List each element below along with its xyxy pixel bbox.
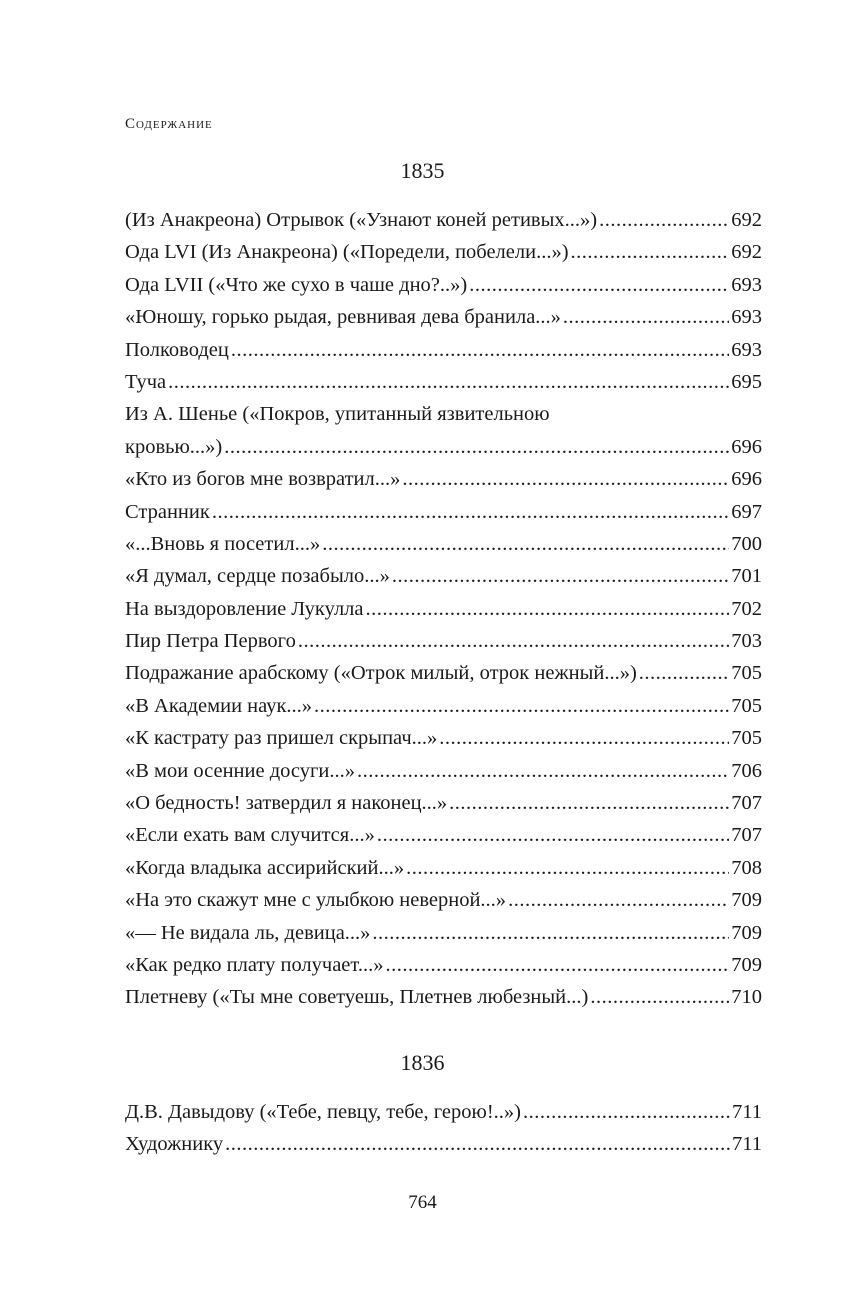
dot-leader: [392, 560, 729, 592]
section-year-heading: 1835: [400, 158, 445, 183]
toc-entry[interactable]: [125, 625, 762, 657]
entry-title: «— Не видала ль, девица...»: [125, 921, 371, 944]
entry-page: 705: [731, 662, 762, 685]
running-head: Содержание: [125, 116, 213, 132]
entry-title: «В мои осенние досуги...»: [125, 759, 355, 782]
dot-leader: [385, 949, 729, 981]
toc-entry[interactable]: [125, 949, 762, 981]
page-number: 764: [408, 1192, 437, 1213]
entry-page: 710: [731, 986, 762, 1009]
entry-page: 708: [731, 856, 762, 879]
dot-leader: [231, 334, 729, 366]
toc-entry[interactable]: [125, 204, 762, 236]
toc-entry[interactable]: [125, 269, 762, 301]
dot-leader: [402, 463, 729, 495]
toc-entry[interactable]: [125, 528, 762, 560]
entry-page: 707: [731, 792, 762, 815]
entry-title: «Если ехать вам случится...»: [125, 824, 375, 847]
entry-title: Подражание арабскому («Отрок милый, отрок нежный...»): [125, 662, 637, 685]
entry-title-first-line: Из А. Шенье («Покров, упитанный язвительною: [125, 403, 550, 426]
toc-entry[interactable]: [125, 787, 762, 819]
toc-entry[interactable]: [125, 852, 762, 884]
entry-page: 707: [731, 824, 762, 847]
toc-list-1835: [125, 204, 762, 1014]
entry-title: «Кто из богов мне возвратил...»: [125, 468, 401, 491]
entry-page: 696: [731, 468, 762, 491]
dot-leader: [372, 917, 729, 949]
dot-leader: [599, 204, 729, 236]
entry-page: 703: [731, 630, 762, 653]
entry-title: «На это скажут мне с улыбкою неверной...»: [125, 889, 507, 912]
toc-entry[interactable]: [125, 301, 762, 333]
entry-title: Плетневу («Ты мне советуешь, Плетнев любезный...): [125, 986, 589, 1009]
dot-leader: [590, 981, 729, 1013]
dot-leader: [225, 1128, 730, 1160]
toc-entry[interactable]: [125, 884, 762, 916]
toc-entry[interactable]: [125, 917, 762, 949]
toc-entry[interactable]: [125, 334, 762, 366]
toc-entry[interactable]: [125, 463, 762, 495]
dot-leader: [406, 852, 729, 884]
entry-page: 705: [731, 727, 762, 750]
dot-leader: [508, 884, 729, 916]
dot-leader: [523, 1096, 730, 1128]
entry-title: «Я думал, сердце позабыло...»: [125, 565, 390, 588]
entry-page: 702: [731, 597, 762, 620]
entry-title: Д.В. Давыдову («Тебе, певцу, тебе, герою!..»): [125, 1101, 521, 1123]
entry-title: кровью...»): [125, 435, 223, 458]
entry-page: 706: [731, 759, 762, 782]
toc-list-1836: [125, 1096, 762, 1161]
entry-page: 692: [731, 241, 762, 264]
entry-page: 692: [731, 209, 762, 231]
entry-page: 709: [731, 953, 762, 976]
dot-leader: [322, 528, 729, 560]
entry-title: (Из Анакреона) Отрывок («Узнают коней ретивых...»): [125, 209, 598, 231]
entry-page: 711: [732, 1101, 762, 1123]
dot-leader: [357, 755, 729, 787]
dot-leader: [449, 787, 729, 819]
entry-title: Художнику: [125, 1133, 224, 1156]
dot-leader: [377, 819, 729, 851]
entry-title: «В Академии наук...»: [125, 694, 313, 717]
entry-title: Ода LVII («Что же сухо в чаше дно?..»): [125, 273, 468, 296]
entry-title: На выздоровление Лукулла: [125, 597, 364, 620]
entry-title: Туча: [125, 370, 167, 393]
entry-page: 693: [731, 338, 762, 361]
entry-page: 693: [731, 306, 762, 329]
entry-title: «...Вновь я посетил...»: [125, 532, 321, 555]
entry-page: 709: [731, 889, 762, 912]
dot-leader: [563, 301, 729, 333]
entry-page: 700: [731, 532, 762, 555]
dot-leader: [224, 431, 729, 463]
dot-leader: [571, 236, 730, 268]
dot-leader: [168, 366, 729, 398]
entry-page: 693: [731, 273, 762, 296]
dot-leader: [314, 690, 729, 722]
dot-leader: [639, 657, 729, 689]
toc-entry[interactable]: [125, 755, 762, 787]
entry-title: «Как редко плату получает...»: [125, 953, 384, 976]
entry-page: 701: [731, 565, 762, 588]
toc-entry[interactable]: [125, 1096, 762, 1128]
entry-title: Пир Петра Первого: [125, 630, 296, 653]
toc-entry[interactable]: [125, 431, 762, 463]
toc-entry[interactable]: [125, 593, 762, 625]
entry-page: 705: [731, 694, 762, 717]
dot-leader: [439, 722, 729, 754]
entry-page: 696: [731, 435, 762, 458]
dot-leader: [469, 269, 729, 301]
entry-page: 695: [731, 370, 762, 393]
section-year-heading: 1836: [400, 1050, 445, 1075]
entry-title: «О бедность! затвердил я наконец...»: [125, 792, 448, 815]
toc-entry[interactable]: [125, 722, 762, 754]
toc-entry[interactable]: [125, 496, 762, 528]
entry-title: Странник: [125, 500, 210, 523]
entry-page: 711: [732, 1133, 762, 1156]
toc-entry[interactable]: [125, 560, 762, 592]
toc-entry[interactable]: [125, 819, 762, 851]
entry-title: Ода LVI (Из Анакреона) («Поредели, побелели...»): [125, 241, 569, 264]
entry-title: «К кастрату раз пришел скрыпач...»: [125, 727, 438, 750]
toc-entry[interactable]: [125, 236, 762, 268]
dot-leader: [366, 593, 730, 625]
toc-entry[interactable]: [125, 981, 762, 1013]
entry-page: 697: [731, 500, 762, 523]
entry-title: «Юношу, горько рыдая, ревнивая дева бранила...»: [125, 306, 561, 329]
toc-entry[interactable]: [125, 690, 762, 722]
dot-leader: [212, 496, 729, 528]
entry-title: «Когда владыка ассирийский...»: [125, 856, 405, 879]
entry-title: Полководец: [125, 338, 229, 361]
toc-entry[interactable]: [125, 657, 762, 689]
toc-entry[interactable]: [125, 366, 762, 398]
toc-entry[interactable]: [125, 1128, 762, 1160]
dot-leader: [298, 625, 729, 657]
entry-page: 709: [731, 921, 762, 944]
